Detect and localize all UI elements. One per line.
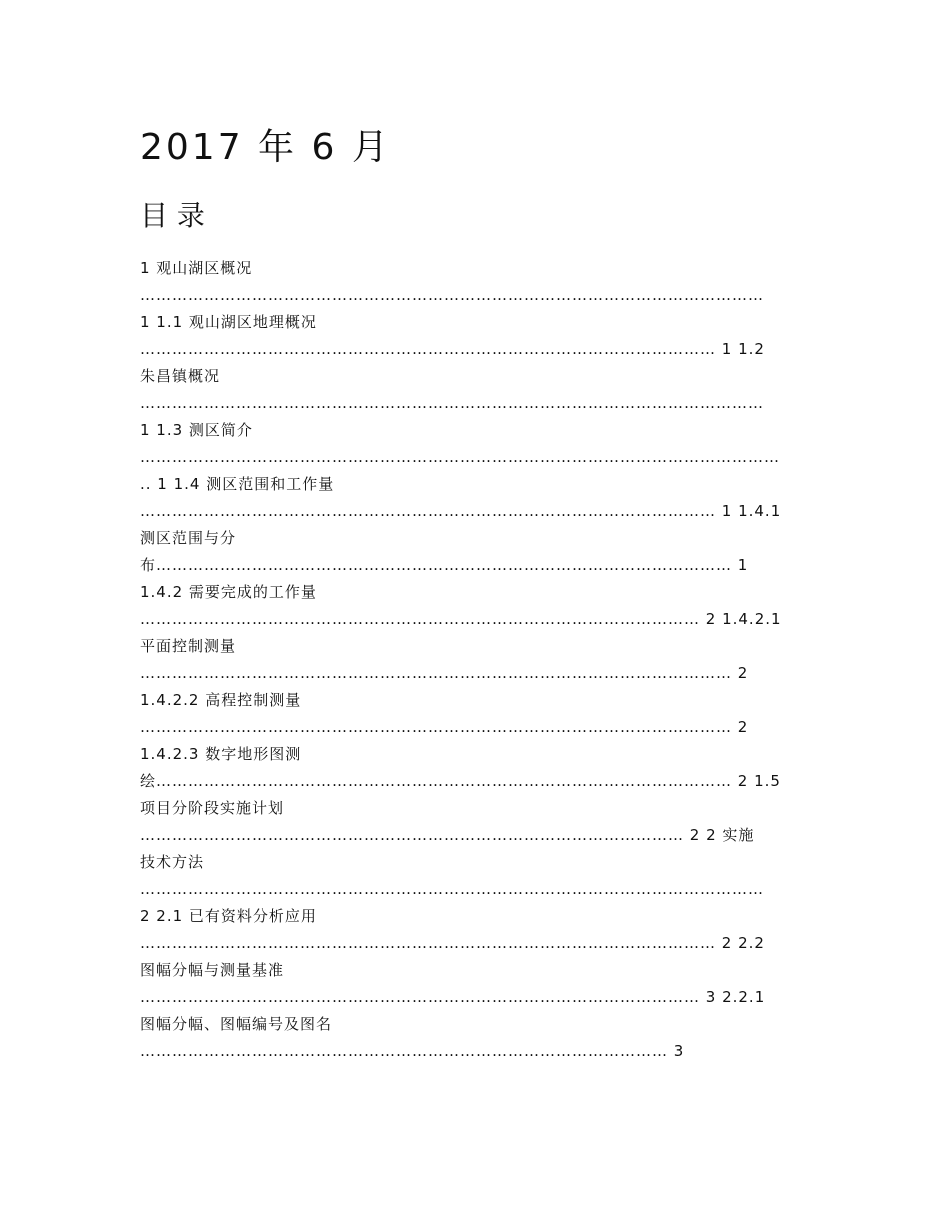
toc-line: 1 观山湖区概况	[140, 259, 253, 277]
toc-line: 1 1.1 观山湖区地理概况	[140, 313, 317, 331]
toc-line: 项目分阶段实施计划	[140, 799, 285, 817]
toc-leader-line: ……………………………………………………………………………………………… 2 2.2	[140, 934, 765, 952]
toc-leader-line: …………………………………………………………………………………………… 2 1.4.2.1	[140, 610, 782, 628]
toc-leader-line: ……………………………………………………………………………………… 3	[140, 1042, 685, 1060]
toc-leader-line: ………………………………………………………………………………………………………	[140, 880, 764, 898]
toc-line: 1 1.3 测区简介	[140, 421, 253, 439]
toc-leader-line: 绘……………………………………………………………………………………………… 2 1.5	[140, 772, 781, 790]
toc-line: 图幅分幅与测量基准	[140, 961, 285, 979]
toc-leader-line: ………………………………………………………………………………………… 2 2 实施	[140, 826, 755, 844]
toc-leader-line: ………………………………………………………………………………………………… 2	[140, 718, 749, 736]
date-heading: 2017 年 6 月	[140, 127, 391, 168]
table-of-contents	[140, 255, 820, 1065]
toc-line: 1.4.2 需要完成的工作量	[140, 583, 317, 601]
toc-line: 朱昌镇概况	[140, 367, 221, 385]
toc-line: 平面控制测量	[140, 637, 237, 655]
toc-line: 1.4.2.3 数字地形图测	[140, 745, 302, 763]
toc-line: 技术方法	[140, 853, 205, 871]
toc-leader-line: ……………………………………………………………………………………………… 1 1.4.1	[140, 502, 782, 520]
toc-leader-line: …………………………………………………………………………………………… 3 2.2.1	[140, 988, 766, 1006]
toc-line: 2 2.1 已有资料分析应用	[140, 907, 317, 925]
toc-leader-line: ………………………………………………………………………………………………………	[140, 286, 764, 304]
toc-line: .. 1 1.4 测区范围和工作量	[140, 475, 335, 493]
toc-line: 测区范围与分	[140, 529, 237, 547]
toc-line: 1.4.2.2 高程控制测量	[140, 691, 302, 709]
toc-line: 图幅分幅、图幅编号及图名	[140, 1015, 333, 1033]
toc-leader-line: 布……………………………………………………………………………………………… 1	[140, 556, 749, 574]
toc-leader-line: ……………………………………………………………………………………………… 1 1.2	[140, 340, 765, 358]
toc-leader-line: ………………………………………………………………………………………………………	[140, 394, 764, 412]
toc-leader-line: …………………………………………………………………………………………………………	[140, 448, 780, 466]
toc-title: 目 录	[140, 199, 205, 232]
toc-leader-line: ………………………………………………………………………………………………… 2	[140, 664, 749, 682]
